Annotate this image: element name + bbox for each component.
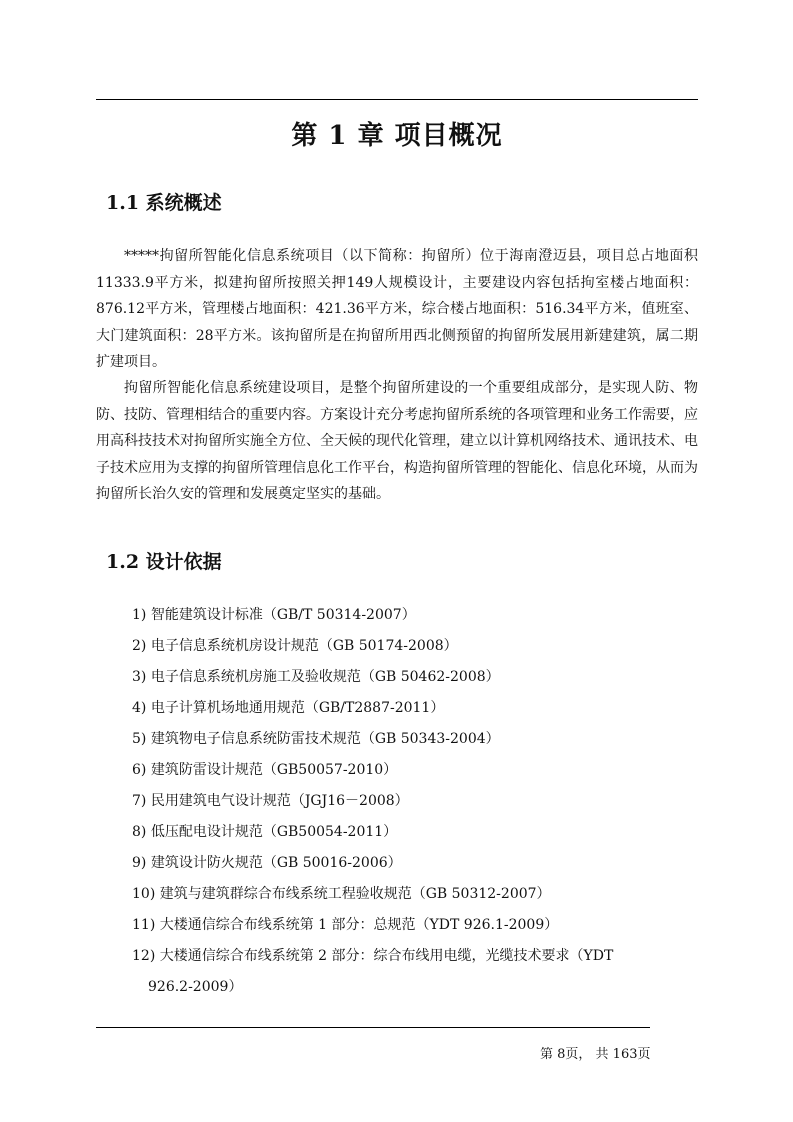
reference-item-12-line1: 12) 大楼通信综合布线系统第 2 部分：综合布线用电缆，光缆技术要求（YDT — [132, 948, 614, 964]
reference-item: 2) 电子信息系统机房设计规范（GB 50174-2008） — [132, 638, 458, 654]
reference-item: 5) 建筑物电子信息系统防雷技术规范（GB 50343-2004） — [132, 731, 500, 747]
header-rule — [96, 99, 698, 100]
reference-item-12-line2: 926.2-2009） — [148, 979, 243, 995]
paragraph-project-location: *****拘留所智能化信息系统项目（以下简称：拘留所）位于海南澄迈县，项目总占地面积11333.9平方米，拟建拘留所按照关押149人规模设计，主要建设内容包括拘室楼占地面积：876.12平方米，管理楼占地面积：421.36平方米，综合楼占地面积：516.34平方米，值班室、大门建筑面积：28平方米。该拘留所是在拘留所用西北侧预留的拘留所发展用新建建筑，属二期扩建项目。 — [96, 248, 698, 370]
reference-item: 10) 建筑与建筑群综合布线系统工程验收规范（GB 50312-2007） — [132, 886, 551, 902]
page-number: 第 8页， 共 163页 — [540, 1047, 651, 1062]
chapter-title: 第 1 章 项目概况 — [291, 121, 503, 151]
reference-item: 3) 电子信息系统机房施工及验收规范（GB 50462-2008） — [132, 669, 500, 685]
reference-item: 11) 大楼通信综合布线系统第 1 部分：总规范（YDT 926.1-2009） — [132, 917, 559, 933]
reference-item: 8) 低压配电设计规范（GB50054-2011） — [132, 824, 398, 840]
reference-item: 1) 智能建筑设计标准（GB/T 50314-2007） — [132, 607, 416, 623]
footer-rule — [96, 1027, 650, 1028]
reference-item: 4) 电子计算机场地通用规范（GB/T2887-2011） — [132, 700, 445, 716]
section-heading-system-overview: 1.1 系统概述 — [106, 192, 222, 214]
reference-item: 7) 民用建筑电气设计规范（JGJ16－2008） — [132, 793, 409, 809]
paragraph-project-importance: 拘留所智能化信息系统建设项目，是整个拘留所建设的一个重要组成部分，是实现人防、物防、技防、管理相结合的重要内容。方案设计充分考虑拘留所系统的各项管理和业务工作需要，应用高科技技术对拘留所实施全方位、全天候的现代化管理，建立以计算机网络技术、通讯技术、电子技术应用为支撑的拘留所管理信息化工作平台，构造拘留所管理的智能化、信息化环境，从而为拘留所长治久安的管理和发展奠定坚实的基础。 — [96, 380, 698, 502]
section-heading-design-basis: 1.2 设计依据 — [106, 551, 222, 573]
reference-item-12 — [132, 941, 698, 1003]
reference-item: 9) 建筑设计防火规范（GB 50016-2006） — [132, 855, 402, 871]
reference-item: 6) 建筑防雷设计规范（GB50057-2010） — [132, 762, 398, 778]
reference-list — [132, 600, 698, 1003]
